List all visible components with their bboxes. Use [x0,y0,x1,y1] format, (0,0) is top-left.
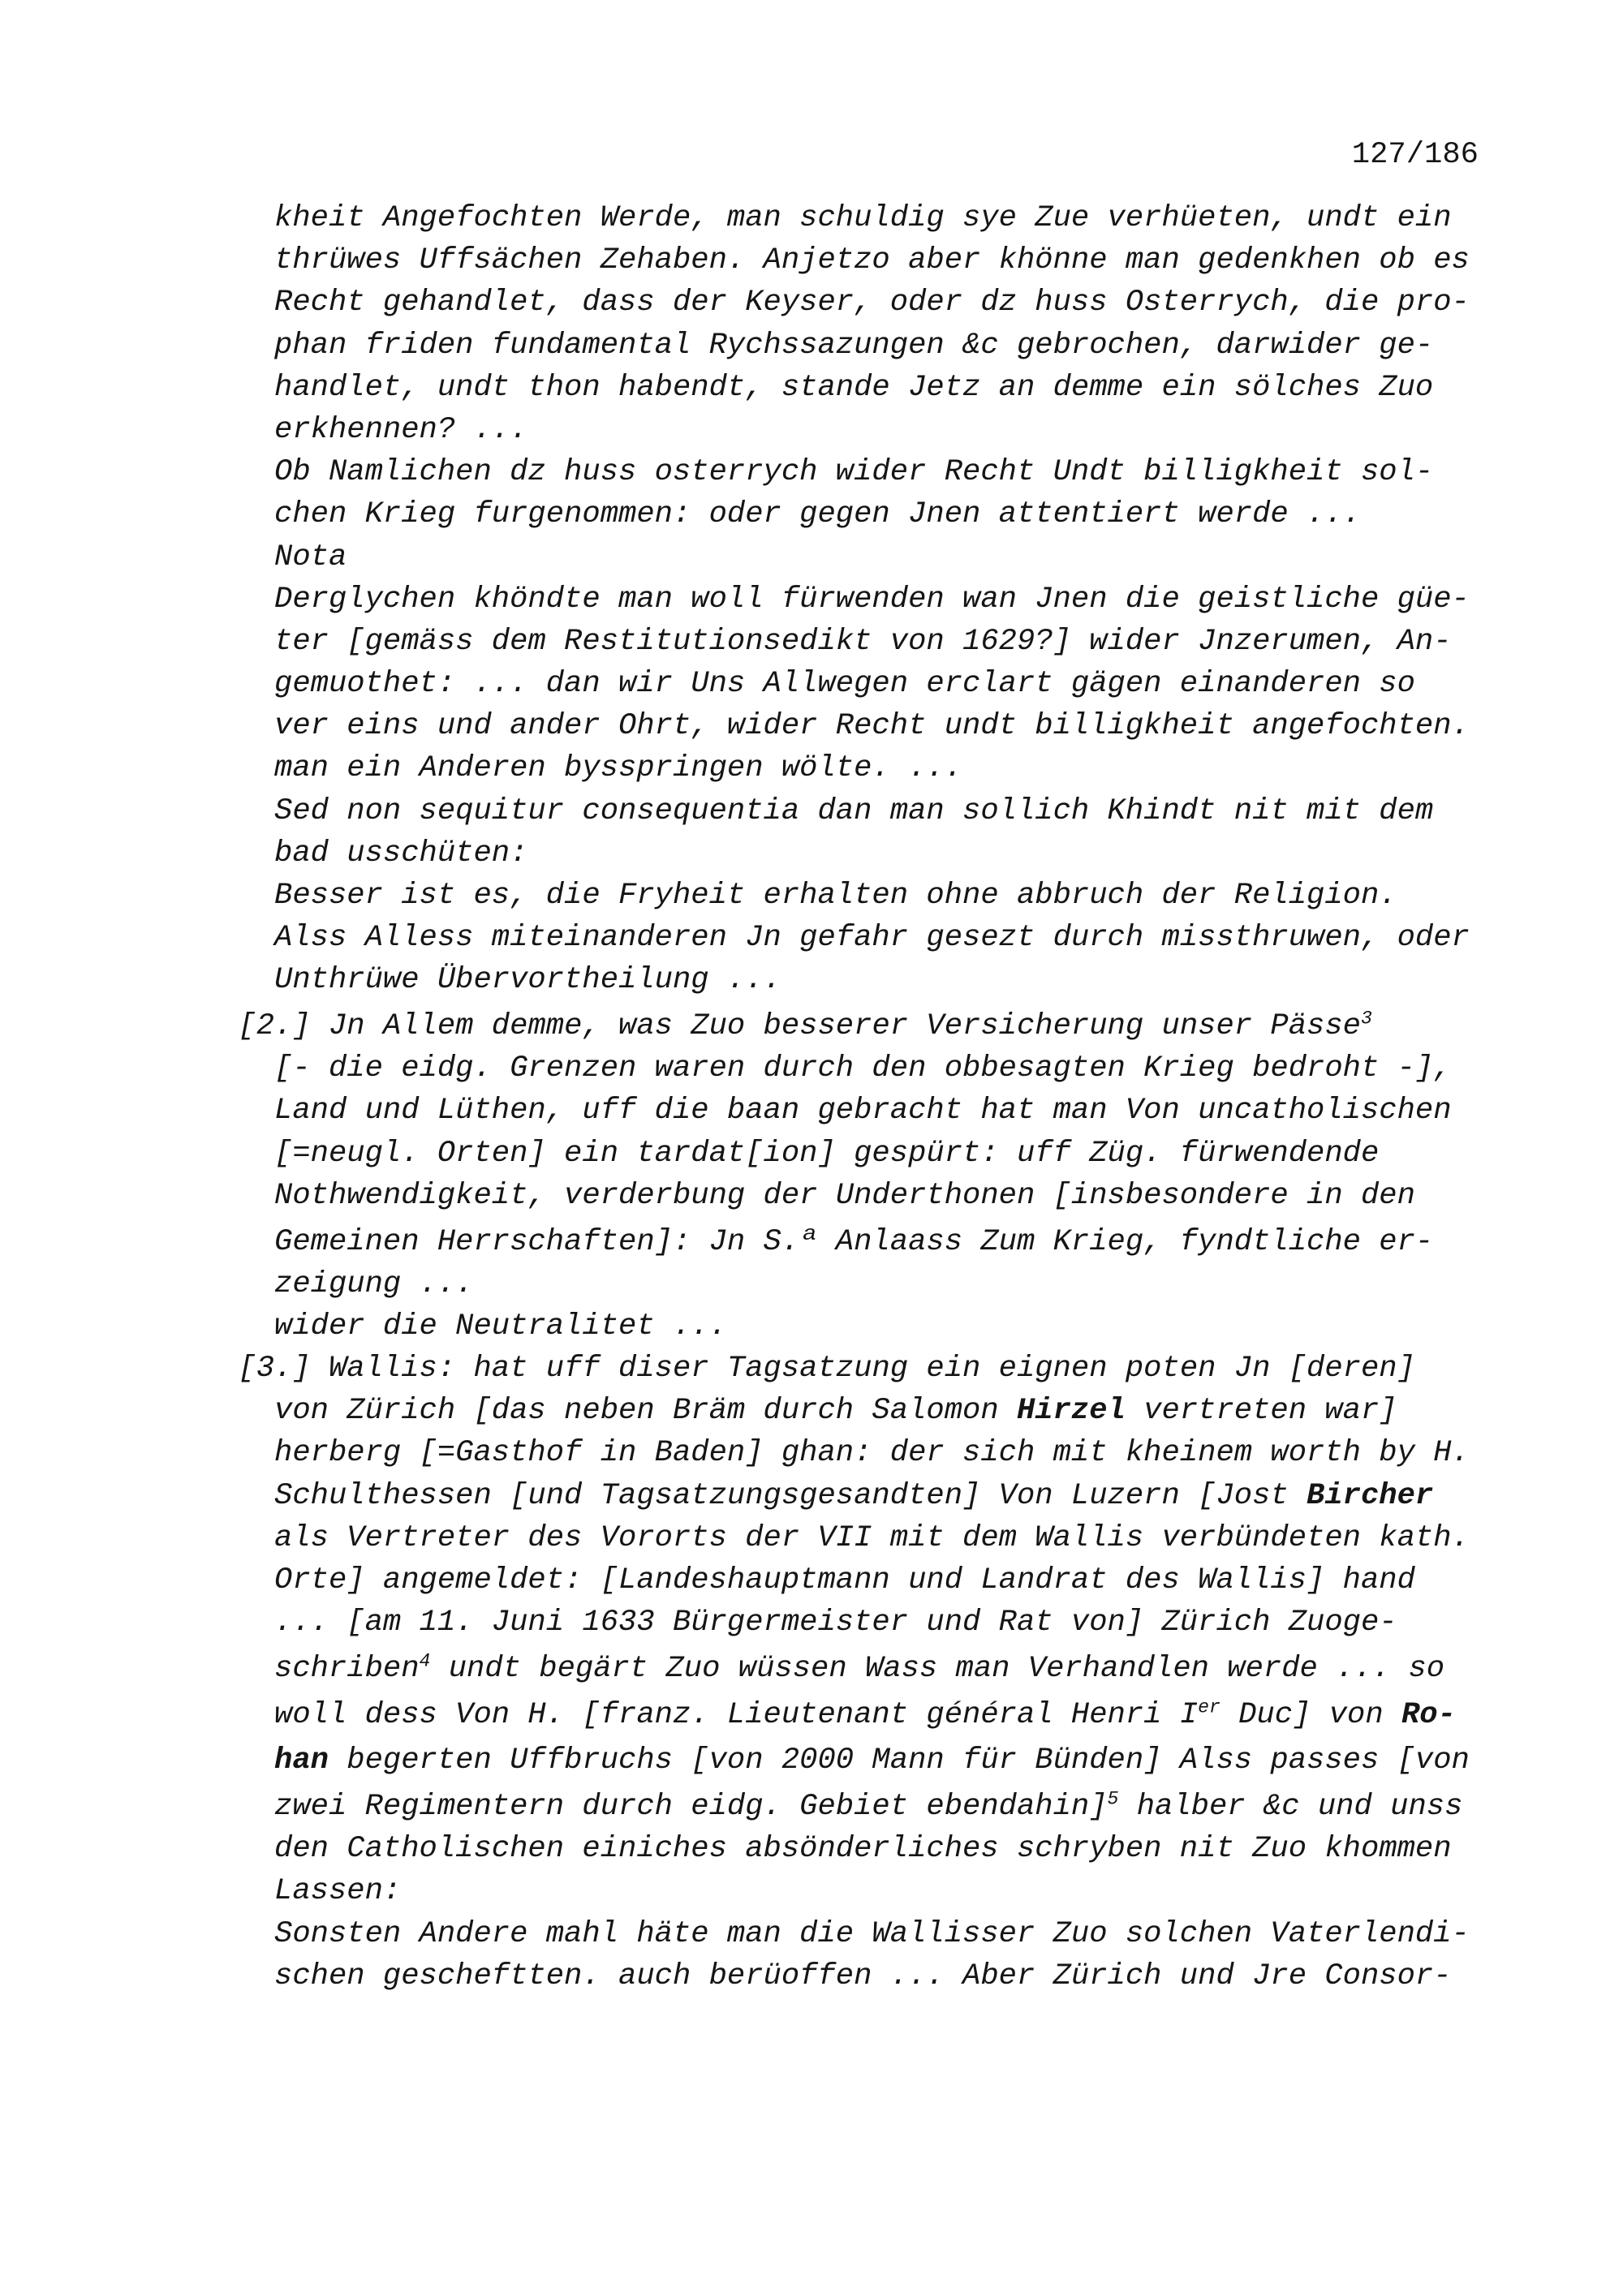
text-line: Alss Alless miteinanderen Jn gefahr gesezt durch missthruwen, oder [274,921,1470,956]
person-name: Bircher [1307,1478,1434,1513]
line-text: woll dess Von H. [franz. Lieutenant général Henri I [274,1697,1199,1732]
person-name: han [274,1743,329,1778]
text-line [274,1648,1470,1690]
text-line: schen gescheftten. auch berüoffen ... Aber Zürich und Jre Consor- [274,1958,1452,1993]
text-line: Nota [274,540,347,574]
text-line: [- die eidg. Grenzen waren durch den obbesagten Krieg bedroht -], [274,1051,1452,1086]
line-text: schriben [274,1651,420,1686]
text-line: Orte] angemeldet: [Landeshauptmann und Landrat des Wallis] hand [274,1563,1415,1597]
text-line: Gemeinen Herrschaften]: Jn S.ª Anlaass Zum Krieg, fyndtliche er- [274,1224,1434,1259]
line-text: undt begärt Zuo wüssen Wass man Verhandlen werde ... so [430,1651,1445,1686]
footnote-marker: 4 [419,1650,431,1672]
text-line: Land und Lüthen, uff die baan gebracht hat man Von uncatholischen [274,1094,1452,1129]
text-line: Sonsten Andere mahl häte man die Wallisser Zuo solchen Vaterlendi- [274,1916,1470,1951]
text-line: den Catholischen einiches absönderliches schryben nit Zuo khommen [274,1832,1452,1867]
numbered-paragraph-line [238,1005,1470,1047]
text-line: Unthrüwe Übervortheilung ... [274,963,781,998]
line-text: vertreten war] [1125,1394,1397,1429]
text-line: ... [am 11. Juni 1633 Bürgermeister und Rat von] Zürich Zuoge- [274,1606,1397,1640]
numbered-paragraph-line: [3.] Wallis: hat uff diser Tagsatzung ein eignen poten Jn [deren] [238,1352,1415,1387]
person-name: Hirzel [1016,1394,1126,1429]
line-text: von Zürich [das neben Bräm durch Salomon [274,1394,1017,1429]
text-line [274,1786,1470,1828]
text-line: thrüwes Uffsächen Zehaben. Anjetzo aber khönne man gedenkhen ob es [274,243,1470,278]
line-text: zwei Regimentern durch eidg. Gebiet ebendahin] [274,1789,1108,1824]
line-text: begerten Uffbruchs [von 2000 Mann für Bünden] Alss passes [von [328,1743,1470,1778]
text-line: zeigung ... [274,1266,474,1301]
text-line: Derglychen khöndte man woll fürwenden wan Jnen die geistliche güe- [274,582,1470,617]
text-line: wider die Neutralitet ... [274,1309,727,1344]
text-line: handlet, undt thon habendt, stande Jetz an demme ein sölches Zuo [274,370,1434,405]
text-line [274,1739,1470,1782]
footnote-marker: 5 [1107,1788,1119,1810]
footnote-marker: 3 [1360,1008,1372,1030]
text-line: ver eins und ander Ohrt, wider Recht undt billigkheit angefochten. [274,709,1470,744]
document-body [238,197,1470,1997]
text-line: bad usschüten: [274,836,528,871]
line-text: [2.] Jn Allem demme, was Zuo besserer Versicherung unser Pässe [238,1009,1361,1044]
text-line [274,1694,1470,1736]
text-line: Recht gehandlet, dass der Keyser, oder dz huss Osterrych, die pro- [274,286,1470,320]
text-line: erkhennen? ... [274,412,528,447]
text-line: kheit Angefochten Werde, man schuldig sye Zue verhüeten, undt ein [274,201,1452,235]
ordinal-superscript: er [1198,1696,1220,1718]
text-line: chen Krieg furgenommen: oder gegen Jnen attentiert werde ... [274,497,1361,532]
text-line: Nothwendigkeit, verderbung der Underthonen [insbesondere in den [274,1178,1415,1213]
text-line: ter [gemäss dem Restitutionsedikt von 1629?] wider Jnzerumen, An- [274,624,1452,659]
text-line: phan friden fundamental Rychssazungen &c gebrochen, darwider ge- [274,328,1434,363]
text-line: Lassen: [274,1874,402,1909]
text-line: als Vertreter des Vororts der VII mit dem Wallis verbündeten kath. [274,1520,1470,1555]
text-line: Besser ist es, die Fryheit erhalten ohne abbruch der Religion. [274,879,1397,913]
text-line [274,1390,1470,1432]
line-text: halber &c und unss [1118,1789,1463,1824]
text-line: Ob Namlichen dz huss osterrych wider Recht Undt billigkheit sol- [274,455,1434,490]
page-number: 127/186 [1351,138,1479,172]
text-line: Sed non sequitur consequentia dan man sollich Khindt nit mit dem [274,793,1434,828]
text-line: [=neugl. Orten] ein tardat[ion] gespürt: uff Züg. fürwendende [274,1136,1380,1171]
line-text: Schulthessen [und Tagsatzungsgesandten] Von Luzern [Jost [274,1478,1307,1513]
text-line: man ein Anderen bysspringen wölte. ... [274,751,963,786]
text-line [274,1475,1470,1517]
line-text: Duc] von [1220,1697,1401,1732]
text-line: gemuothet: ... dan wir Uns Allwegen erclart gägen einanderen so [274,667,1415,702]
text-line: herberg [=Gasthof in Baden] ghan: der sich mit kheinem worth by H. [274,1436,1470,1471]
person-name: Ro- [1401,1697,1456,1732]
